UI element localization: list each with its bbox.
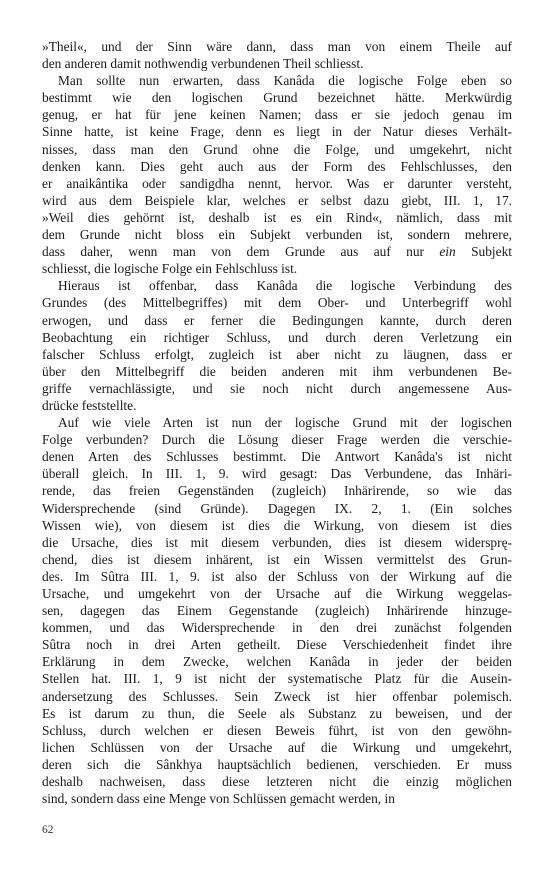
- text-line: Hieraus ist offenbar, dass Kanâda die logische Verbindung des: [58, 278, 512, 294]
- text-line: dass daher, wenn man von dem Grunde aus auf nur ein Subjekt: [42, 244, 512, 260]
- text-line: Erklärung in dem Zwecke, welchen Kanâda in jeder der beiden: [42, 654, 512, 670]
- text-line: den anderen damit nothwendig verbundenen Theil schliesst.: [42, 56, 364, 72]
- text-line: falscher Schluss erfolgt, zugleich ist aber nicht zu läugnen, dass er: [42, 346, 512, 362]
- paragraph: [42, 277, 512, 414]
- text-line: Grundes (des Mittelbegriffes) mit dem Ober- und Unterbegriff wohl: [42, 295, 512, 311]
- text-line: Es ist darum zu thun, die Seele als Substanz zu beweisen, und der: [42, 705, 512, 721]
- text-line: bestimmt wie den logischen Grund bezeichnet hätte. Merkwürdig: [42, 90, 512, 106]
- text-line: »Weil dies gehörnt ist, deshalb ist es ein Rind«, nämlich, dass mit: [42, 209, 512, 225]
- text-line: lichen Schlüssen von der Ursache auf die Wirkung und umgekehrt,: [42, 739, 512, 755]
- text-line: Ursache, und umgekehrt von der Ursache auf die Wirkung weggelas-: [42, 586, 512, 601]
- text-line: Widersprechende (sind Gründe). Dagegen IX. 2, 1. (Ein solches: [42, 500, 512, 516]
- text-line: »Theil«, und der Sinn wäre dann, dass man von einem Theile auf: [42, 39, 512, 54]
- text-line: sind, sondern dass eine Menge von Schlüssen gemacht werden, in: [42, 791, 395, 807]
- paragraph: [42, 414, 512, 807]
- text-line: über den Mittelbegriff die beiden anderen mit ihm verbundenen Be-: [42, 363, 512, 379]
- text-line: erwogen, und dass er ferner die Bedingungen kannte, durch deren: [42, 312, 512, 328]
- text-line: dem Grunde nicht bloss ein Subjekt verbunden ist, sondern mehrere,: [42, 227, 512, 243]
- text-line: Man sollte nun erwarten, dass Kanâda die logische Folge eben so: [58, 73, 512, 89]
- text-line: wird aus dem Beispiele klar, welches er selbst dazu giebt, III. 1, 17.: [42, 192, 512, 208]
- paragraph: [42, 38, 512, 72]
- text-line: deren sich die Sânkhya hauptsächlich bedienen, verschieden. Er muss: [42, 756, 512, 772]
- text-line: er anaikântika oder sandigdha nennt, hervor. Was er darunter versteht,: [42, 175, 512, 191]
- text-line: Beobachtung ein richtiger Schluss, und durch deren Verletzung ein: [42, 329, 512, 345]
- text-line: schliesst, die logische Folge ein Fehlschluss ist.: [42, 261, 298, 277]
- text-line: rende, das freien Gegenständen (zugleich) Inhärirende, so wie das: [42, 483, 512, 499]
- text-line: griffe vernachlässigte, und sie noch nicht durch angemessene Aus-: [42, 380, 512, 396]
- text-line: denen Arten des Schlusses bestimmt. Die Antwort Kanâda's ist nicht: [42, 449, 512, 465]
- text-line: sen, dagegen das Einem Gegenstande (zugleich) Inhärirende hinzuge-: [42, 603, 512, 619]
- text-line: drücke feststellte.: [42, 397, 137, 413]
- text-line: überall gleich. In III. 1, 9. wird gesagt: Das Verbundene, das Inhäri-: [42, 466, 512, 482]
- text-line: Auf wie viele Arten ist nun der logische Grund mit der logischen: [58, 415, 512, 431]
- paragraph: [42, 72, 512, 277]
- text-line: deshalb nachweisen, dass diese letzteren nicht die einzig möglichen: [42, 774, 512, 790]
- text-line: denken kann. Dies geht auch aus der Form des Fehlschlusses, den: [42, 158, 512, 174]
- text-line: Sinne hatte, ist keine Frage, denn es liegt in der Natur dieses Verhält-: [42, 124, 512, 140]
- body-text: [42, 38, 512, 807]
- text-line: nisses, dass man den Grund ohne die Folge, und umgekehrt, nicht: [42, 141, 512, 157]
- text-line: Wissen wie), von diesem ist dies die Wirkung, von diesem ist dies: [42, 517, 512, 533]
- text-line: kommen, und das Widersprechende in den drei zunächst folgenden: [42, 620, 512, 636]
- text-line: Folge verbunden? Durch die Lösung dieser Frage werden die verschie-: [42, 432, 512, 448]
- text-line: Sûtra noch in drei Arten getheilt. Diese Verschiedenheit findet ihre: [42, 637, 512, 653]
- text-line: andersetzung des Schlusses. Sein Zweck ist hier offenbar polemisch.: [42, 688, 512, 704]
- text-line: Stellen hat. III. 1, 9 ist nicht der systematische Platz für die Ausein-: [42, 671, 512, 687]
- text-line: des. Im Sûtra III. 1, 9. ist also der Schluss von der Wirkung auf die: [42, 568, 512, 584]
- text-line: chend, dies ist diesem inhärent, ist ein Wissen vermittelst des Grun-: [42, 551, 512, 567]
- page-number: 62: [42, 824, 54, 836]
- text-line: Schluss, durch welchen er diesen Beweis führt, ist von den gewöhn-: [42, 722, 512, 738]
- text-line: die Ursache, dies ist mit diesem verbunden, dies ist diesem widersprę-: [42, 534, 512, 550]
- text-line: genug, er hat für jene keinen Namen; dass er sie jedoch genau im: [42, 107, 512, 123]
